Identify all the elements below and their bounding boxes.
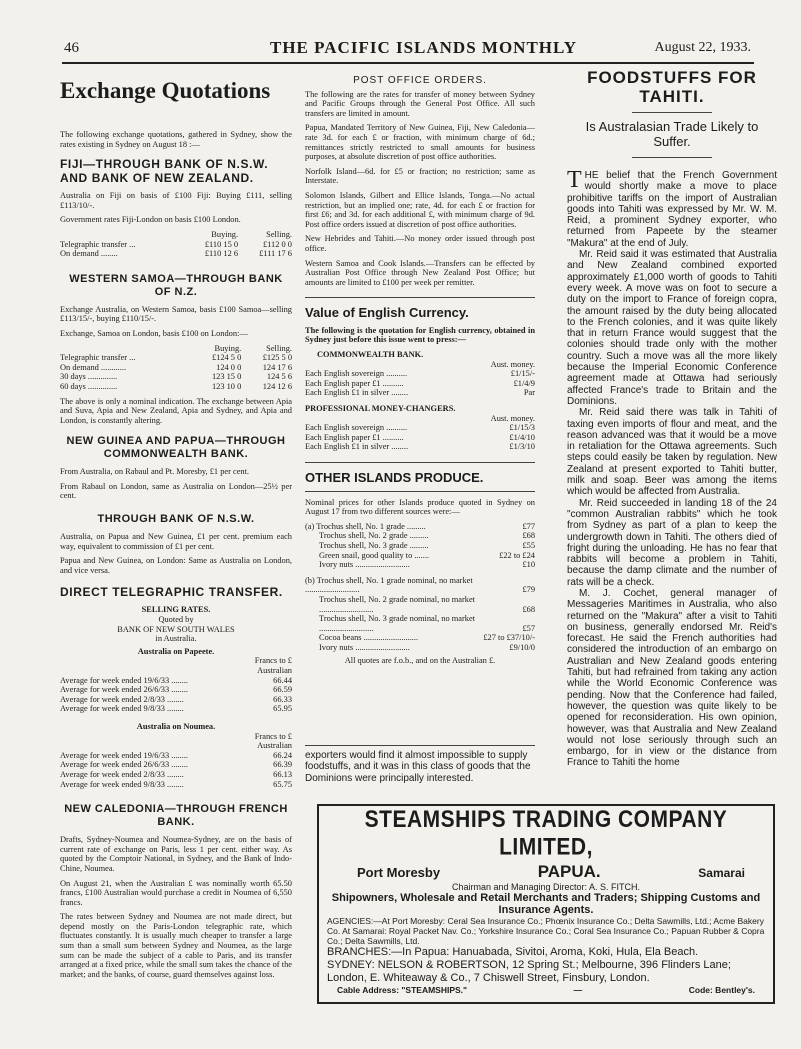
row-value: Par [523, 388, 535, 398]
divider [305, 745, 535, 746]
row-label: 30 days .............. [60, 372, 118, 382]
col-aust-money: Aust. money. [490, 359, 535, 369]
col-francs: Francs to £ [254, 656, 292, 666]
table-row [305, 442, 535, 452]
header-rule [62, 62, 754, 64]
papeete-table [60, 656, 292, 714]
post-p6: Western Samoa and Cook Islands.—Transfers can be effected by Australian Post Office through New Zealand Post Office; but amounts are limited to £100 per week per remitter. [305, 258, 535, 287]
tahiti-p1: HE belief that the French Government would shortly make a move to place prohibitive tariffs on the import of Australian goods into Tahiti was expressed by Mr. W. M. Reid, a prominent Sydney exporter, who returned from Papeete by the steamer "Makura" at the end of July. [567, 170, 777, 249]
newguinea-p2: From Rabaul on London, same as Australia on London—25½ per cent. [60, 481, 292, 501]
tahiti-p2: Mr. Reid said it was estimated that Australia and New Zealand combined exported approximately £1,000 worth of goods to Tahiti every week. A move was on foot to secure a duty on the import to France of foreign copra, the amount raised by the duty being allocated to the French colonies, and it was quite likely that in return France would suggest that the colonies should trade only with the mother country. Such a move was all the more likely because the Imperial Economic Conference agreement made at Ottawa had seriously affected France's trade to Britain and the Dominions. [567, 249, 777, 407]
row-label: Each English £1 in silver ........ [305, 388, 409, 398]
table-row [305, 643, 535, 653]
produce-table-b [305, 576, 535, 653]
row-label: On demand ............ [60, 362, 127, 372]
fiji-p1: Australia on Fiji on basis of £100 Fiji: Buying £111, selling £113/10/-. [60, 191, 292, 210]
ad-agencies: AGENCIES:—At Port Moresby: Ceral Sea Insurance Co.; Phœnix Insurance Co.; Delta Sawmills, Ltd.; Acme Bakery Co. At Samarai: Royal Packet Nav. Co.; Yorkshire Insurance Co.; Coral Sea Insurance Co.; Papuan Rubber & Copra Co.; Delta Sawmills, Ltd. [327, 916, 765, 946]
tahiti-p5: M. J. Cochet, general manager of Messageries Maritimes in Australia, who also returned on the "Makura" after a visit to Tahiti on business, generally endorsed Mr. Reid's forecast. He said the French authorities had considered the introduction of an embargo on Australian and New Zealand goods entering Tahiti, but had refrained from taking any action while the World Economic Conference was pending. Now that the Conference had failed, however, the question was quite likely to be opened for reconsideration. His own opinion, however, was that Australia and New Zealand would not lose seriously through such an embargo, for in view or the distance from France to Tahiti the home [567, 587, 777, 769]
quoted-by-label: Quoted by [158, 615, 194, 625]
row-label: Green snail, good quality to ....... [319, 550, 430, 560]
tahiti-continuation [305, 745, 535, 784]
table-row [60, 751, 292, 761]
money-changers-heading: PROFESSIONAL MONEY-CHANGERS. [305, 404, 456, 414]
col-selling: Selling. [266, 229, 292, 239]
row-buy: £110 12 6 [204, 249, 239, 259]
row-label: Trochus shell, No. 2 grade ......... [319, 531, 429, 541]
row-label: Average for week ended 19/6/33 ........ [60, 675, 188, 685]
produce-intro: Nominal prices for other Islands produce quoted in Sydney on August 17 from two different sources were:— [305, 497, 535, 517]
row-label: Average for week ended 9/8/33 ........ [60, 779, 184, 789]
row-value: £1/15/- [510, 369, 535, 379]
tahiti-subtitle: Is Australasian Trade Likely to Suffer. [585, 119, 759, 149]
table-row [305, 433, 535, 443]
row-label: Telegraphic transfer ... [60, 239, 136, 249]
row-value: £9/10/0 [509, 642, 535, 652]
ad-chairman: Chairman and Managing Director: A. S. FITCH. [451, 882, 641, 892]
nsw-heading: THROUGH BANK OF N.S.W. [97, 513, 255, 526]
ad-code: Code: Bentley's. [688, 985, 755, 995]
ad-port-moresby: Port Moresby [357, 865, 441, 880]
table-row [60, 363, 292, 373]
noumea-heading: Australia on Noumea. [136, 721, 216, 731]
commonwealth-table [305, 360, 535, 398]
row-value: £1/4/9 [513, 378, 535, 388]
table-row [305, 633, 535, 643]
telegraphic-heading: DIRECT TELEGRAPHIC TRANSFER. [60, 585, 283, 600]
post-p3: Norfolk Island—6d. for £5 or fraction; no restriction; same as Interstate. [305, 166, 535, 186]
tahiti-p3: Mr. Reid said there was talk in Tahiti of taxing even imports of flour and meat, and the reason advanced was that it would be a move in retaliation for the Ottawa agreements. Such steps could easily be taken by regulation. New Zealand at present exported to Tahiti butter, milk and soap. Beer was among the items which would be affected from Australia. [567, 407, 777, 498]
table-row [305, 423, 535, 433]
fiji-p2: Government rates Fiji-London on basis £100 London. [60, 215, 241, 225]
newguinea-heading: NEW GUINEA AND PAPUA—THROUGH COMMONWEALTH BANK. [66, 435, 286, 461]
table-row [305, 560, 535, 570]
samoa-p2: Exchange, Samoa on London, basis £100 on London:— [60, 328, 248, 338]
fiji-heading: FIJI—THROUGH BANK OF N.S.W. AND BANK OF NEW ZEALAND. [60, 157, 269, 186]
row-value: 66.13 [273, 769, 292, 779]
table-row [60, 770, 292, 780]
post-p1: The following are the rates for transfer of money between Sydney and Pacific Groups through the General Post Office. All such transfers are limited in amount. [305, 89, 535, 118]
newguinea-p1: From Australia, on Rabaul and Pt. Moresby, £1 per cent. [60, 467, 250, 477]
money-changers-table [305, 414, 535, 452]
samoa-heading: WESTERN SAMOA—THROUGH BANK OF N.Z. [69, 272, 283, 298]
table-row [305, 379, 535, 389]
in-australia-label: in Australia. [155, 634, 197, 644]
row-label: Each English paper £1 .......... [305, 378, 404, 388]
table-row [60, 676, 292, 686]
tahiti-title: FOODSTUFFS FOR TAHITI. [587, 68, 757, 106]
row-label: (b) Trochus shell, No. 1 grade nominal, no market .......................... [305, 575, 473, 595]
col-aust-money: Aust. money. [490, 413, 535, 423]
row-value: £1/4/10 [509, 432, 535, 442]
row-value: £77 [522, 521, 535, 531]
ad-cable: Cable Address: "STEAMSHIPS." [337, 985, 468, 995]
commonwealth-bank-heading: COMMONWEALTH BANK. [317, 350, 424, 360]
row-value: £68 [522, 604, 535, 614]
caledonia-heading: NEW CALEDONIA—THROUGH FRENCH BANK. [64, 803, 288, 829]
divider [305, 462, 535, 463]
row-sell: £112 0 0 [262, 239, 292, 249]
table-row [60, 685, 292, 695]
nsw-p2: Papua and New Guinea, on London: Same as Australia on London, and vice versa. [60, 556, 292, 575]
post-p4: Solomon Islands, Gilbert and Ellice Islands, Tonga.—No actual restriction, but an implied one; rate, 4d. for each £ or fraction for first £6; and 3d. for each additional £, with minimum charge of 9d. Post office orders issued at discretion of post office authorities. [305, 190, 535, 229]
produce-footer: All quotes are f.o.b., and on the Australian £. [344, 655, 496, 665]
row-label: Average for week ended 26/6/33 ........ [60, 685, 188, 695]
row-sell: £125 5 0 [262, 353, 292, 363]
table-row [60, 240, 292, 250]
row-value: 66.39 [273, 760, 292, 770]
row-label: (a) Trochus shell, No. 1 grade ......... [305, 521, 426, 531]
selling-rates-label: SELLING RATES. [141, 605, 211, 615]
row-label: Cocoa beans .......................... [319, 633, 419, 643]
column-middle [305, 70, 535, 670]
table-row [60, 760, 292, 770]
col-buying: Buying. [211, 229, 239, 239]
row-label: Ivory nuts .......................... [319, 642, 410, 652]
row-label: Trochus shell, No. 2 grade nominal, no market .......................... [319, 594, 476, 614]
row-value: £1/3/10 [509, 442, 535, 452]
table-row [305, 522, 535, 532]
row-label: Each English sovereign .......... [305, 369, 408, 379]
tahiti-body [567, 167, 777, 769]
table-row [60, 780, 292, 790]
row-value: £68 [522, 531, 535, 541]
produce-heading: OTHER ISLANDS PRODUCE. [305, 470, 484, 485]
tahiti-p4: Mr. Reid succeeded in landing 18 of the 24 "common Australian rabbits" which he took from Sydney as part of a plan to keep the undergrowth down in Tahiti. The others died of fright during the unloading. He has no fear that rabbits will become a problem in Tahiti, because the damp climate and the number of rats will be a check. [567, 497, 777, 588]
post-p5: New Hebrides and Tahiti.—No money order issued through post office. [305, 234, 535, 253]
table-row [60, 249, 292, 259]
ad-branches: BRANCHES:—In Papua: Hanuabada, Sivitoi, Aroma, Koki, Hula, Ela Beach. [327, 946, 699, 958]
row-value: 65.95 [273, 704, 292, 714]
row-value: 65.75 [273, 779, 292, 789]
row-label: Average for week ended 26/6/33 ........ [60, 760, 188, 770]
samoa-p3: The above is only a nominal indication. The exchange between Apia and Suva, Apia and New Zealand, Apia and Sydney, and Apia and London, is constantly altering. [60, 396, 292, 425]
row-value: 66.24 [273, 750, 292, 760]
steamships-advertisement [317, 804, 775, 1004]
row-value: £10 [522, 560, 535, 570]
issue-date: August 22, 1933. [654, 40, 751, 55]
table-row [305, 531, 535, 541]
ad-samarai: Samarai [698, 866, 745, 880]
ad-sydney: SYDNEY: NELSON & ROBERTSON, 12 Spring St.; Melbourne, 396 Flinders Lane; London, E. Whiteaway & Co., 7 Chiswell Street, Finsbury, London. [327, 959, 731, 984]
row-value: 66.59 [273, 685, 292, 695]
papeete-heading: Australia on Papeete. [137, 646, 215, 656]
row-label: Average for week ended 9/8/33 ........ [60, 704, 184, 714]
row-value: £55 [522, 540, 535, 550]
table-row [60, 353, 292, 363]
row-value: 66.33 [273, 694, 292, 704]
row-buy: 123 15 0 [211, 372, 242, 382]
col-australian: Australian [257, 666, 292, 675]
row-sell: 124 5 6 [266, 372, 292, 382]
row-label: Ivory nuts .......................... [319, 560, 410, 570]
col-australian: Australian [257, 741, 292, 751]
row-label: On demand ........ [60, 249, 118, 259]
row-label: Telegraphic transfer ... [60, 353, 136, 363]
row-label: Each English £1 in silver ........ [305, 442, 409, 452]
row-sell: 124 12 6 [262, 381, 292, 391]
caledonia-p1: Drafts, Sydney-Noumea and Noumea-Sydney, are on the basis of current rate of exchange on Paris, less 1 per cent. either way. As quoted by the Comptoir National, in Sydney, and the Bank of Indo-Chine, Noumea. [60, 835, 292, 873]
row-buy: £110 15 0 [204, 239, 239, 249]
caledonia-p2: On August 21, when the Australian £ was nominally worth 65.50 francs, £100 Australian would purchase a credit in Noumea of 6,550 francs. [60, 878, 292, 907]
row-buy: 124 0 0 [216, 362, 242, 372]
ad-line1: Shipowners, Wholesale and Retail Merchants and Traders; Shipping Customs and Insurance Agents. [331, 892, 761, 916]
table-row [305, 551, 535, 561]
row-sell: 124 17 6 [262, 362, 292, 372]
table-row [305, 595, 535, 614]
exchange-intro: The following exchange quotations, gathered in Sydney, show the rates existing in Sydney on August 18 :— [60, 130, 292, 149]
row-label: Trochus shell, No. 3 grade ......... [319, 540, 429, 550]
samoa-p1: Exchange Australia, on Western Samoa, basis £100 Samoa—selling £113/15/-, buying £110/15/-. [60, 304, 292, 324]
row-value: £27 to £37/10/- [483, 633, 535, 643]
row-value: 66.44 [273, 675, 292, 685]
exchange-quotations-title: Exchange Quotations [60, 78, 271, 103]
nsw-p1: Australia, on Papua and New Guinea, £1 per cent. premium each way, equivalent to commission of £1 per cent. [60, 532, 292, 551]
divider [632, 112, 712, 113]
row-label: Each English paper £1 .......... [305, 432, 404, 442]
row-label: 60 days .............. [60, 381, 118, 391]
samoa-rates-table [60, 344, 292, 392]
col-selling: Selling. [266, 343, 292, 353]
post-office-heading: POST OFFICE ORDERS. [353, 75, 487, 86]
col-francs: Francs to £ [254, 731, 292, 741]
table-row [305, 369, 535, 379]
english-intro: The following is the quotation for English currency, obtained in Sydney just before this issue went to press:— [305, 325, 535, 345]
ad-papua: PAPUA. [537, 862, 601, 881]
row-value: £79 [522, 585, 535, 595]
row-buy: £124 5 0 [211, 353, 242, 363]
row-label: Each English sovereign .......... [305, 423, 408, 433]
caledonia-p3: The rates between Sydney and Noumea are not made direct, but depend mostly on the Paris-London telegraphic rate, which fluctuates constantly. It is usually much cheaper to transfer a large sum than a small sum between Sydney and Noumea, as the large sum can be made the subject of a cable to Paris, and its transfer arranged at a fixed price, while the small sum takes the chance of the market; and the banks, of course, guard themselves against loss. [60, 912, 292, 979]
table-row [60, 382, 292, 392]
table-row [305, 388, 535, 398]
row-value: £1/15/3 [509, 423, 535, 433]
fiji-rates-table [60, 230, 292, 259]
continuation-text: exporters would find it almost impossible to supply foodstuffs, and it was in this class of goods that the Dominions were principally interested. [305, 750, 531, 784]
bank-nsw-label: BANK OF NEW SOUTH WALES [117, 624, 235, 634]
divider [632, 157, 712, 158]
column-exchange-quotations [60, 72, 292, 984]
row-value: £22 to £24 [499, 550, 535, 560]
drop-cap: T [567, 167, 582, 193]
table-row [60, 704, 292, 714]
row-label: Average for week ended 2/8/33 ........ [60, 769, 184, 779]
ad-dash: — [573, 985, 583, 995]
noumea-table [60, 732, 292, 790]
table-row [60, 695, 292, 705]
row-buy: 123 10 0 [211, 381, 242, 391]
row-label: Average for week ended 2/8/33 ........ [60, 694, 184, 704]
divider [305, 297, 535, 298]
table-row [60, 372, 292, 382]
produce-table-a [305, 522, 535, 570]
table-row [305, 541, 535, 551]
post-p2: Papua, Mandated Territory of New Guinea, Fiji, New Caledonia—rate 3d. for each £ or fraction, with minimum charge of 6d.; remittances strictly restricted to small amounts for business purposes, at absolute discretion of post office authorities. [305, 123, 535, 162]
row-sell: £111 17 6 [259, 249, 292, 259]
col-buying: Buying. [214, 343, 242, 353]
divider [305, 491, 535, 492]
english-currency-heading: Value of English Currency. [305, 305, 469, 321]
masthead-title: THE PACIFIC ISLANDS MONTHLY [270, 38, 578, 57]
column-tahiti [567, 68, 777, 769]
ad-title: STEAMSHIPS TRADING COMPANY LIMITED, [364, 806, 728, 861]
row-label: Trochus shell, No. 3 grade nominal, no market .......................... [319, 614, 476, 633]
page-number: 46 [64, 40, 79, 56]
table-row [305, 614, 535, 633]
row-label: Average for week ended 19/6/33 ........ [60, 750, 188, 760]
row-value: £57 [522, 623, 535, 633]
table-row [305, 576, 535, 595]
